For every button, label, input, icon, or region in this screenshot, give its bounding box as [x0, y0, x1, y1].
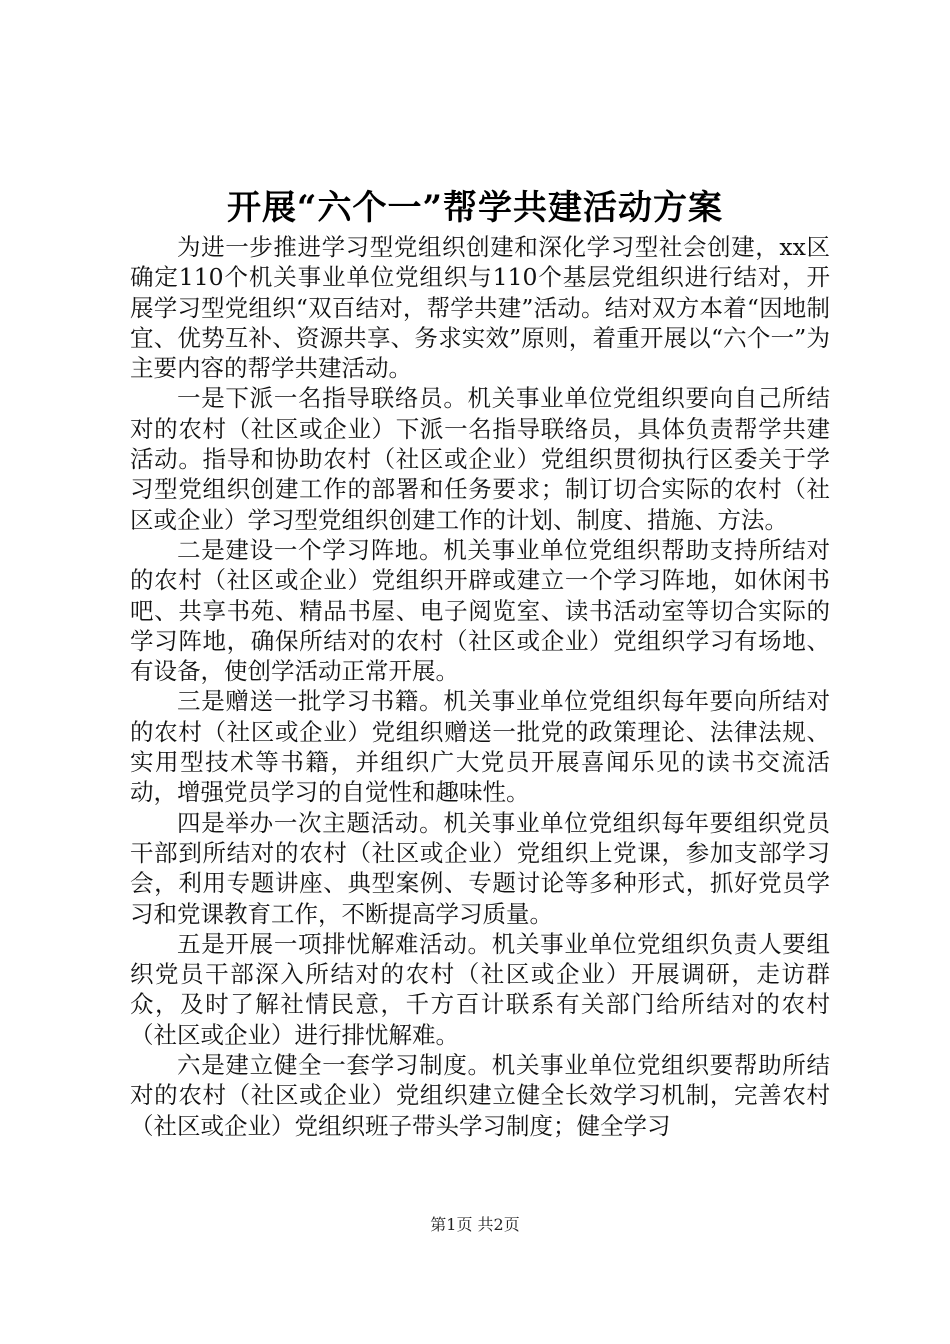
paragraph-item-3: 三是赠送一批学习书籍。机关事业单位党组织每年要向所结对的农村（社区或企业）党组织赠送一批党的政策理论、法律法规、实用型技术等书籍，并组织广大党员开展喜闻乐见的读书交流活动，增强党员学习的自觉性和趣味性。 — [130, 687, 830, 807]
paragraph-item-6: 六是建立健全一套学习制度。机关事业单位党组织要帮助所结对的农村（社区或企业）党组织建立健全长效学习机制，完善农村（社区或企业）党组织班子带头学习制度；健全学习 — [130, 1051, 830, 1140]
paragraph-item-2: 二是建设一个学习阵地。机关事业单位党组织帮助支持所结对的农村（社区或企业）党组织开辟或建立一个学习阵地，如休闲书吧、共享书苑、精品书屋、电子阅览室、读书活动室等切合实际的学习阵地，确保所结对的农村（社区或企业）党组织学习有场地、有设备，使创学活动正常开展。 — [130, 535, 830, 686]
paragraph-item-5: 五是开展一项排忧解难活动。机关事业单位党组织负责人要组织党员干部深入所结对的农村（社区或企业）开展调研，走访群众，及时了解社情民意，千方百计联系有关部门给所结对的农村（社区或企业）进行排忧解难。 — [130, 929, 830, 1049]
page-number-footer: 第1页 共2页 — [430, 1215, 520, 1234]
document-title: 开展“六个一”帮学共建活动方案 — [226, 188, 724, 228]
paragraph-intro: 为进一步推进学习型党组织创建和深化学习型社会创建，xx区确定110个机关事业单位党组织与110个基层党组织进行结对，开展学习型党组织“双百结对，帮学共建”活动。结对双方本着“因地制宜、优势互补、资源共享、务求实效”原则，着重开展以“六个一”为主要内容的帮学共建活动。 — [130, 233, 830, 383]
document-body — [130, 232, 830, 1141]
paragraph-item-4: 四是举办一次主题活动。机关事业单位党组织每年要组织党员干部到所结对的农村（社区或企业）党组织上党课，参加支部学习会，利用专题讲座、典型案例、专题讨论等多种形式，抓好党员学习和党课教育工作，不断提高学习质量。 — [130, 808, 830, 928]
paragraph-item-1: 一是下派一名指导联络员。机关事业单位党组织要向自己所结对的农村（社区或企业）下派一名指导联络员，具体负责帮学共建活动。指导和协助农村（社区或企业）党组织贯彻执行区委关于学习型党组织创建工作的部署和任务要求；制订切合实际的农村（社区或企业）学习型党组织创建工作的计划、制度、措施、方法。 — [130, 384, 830, 534]
